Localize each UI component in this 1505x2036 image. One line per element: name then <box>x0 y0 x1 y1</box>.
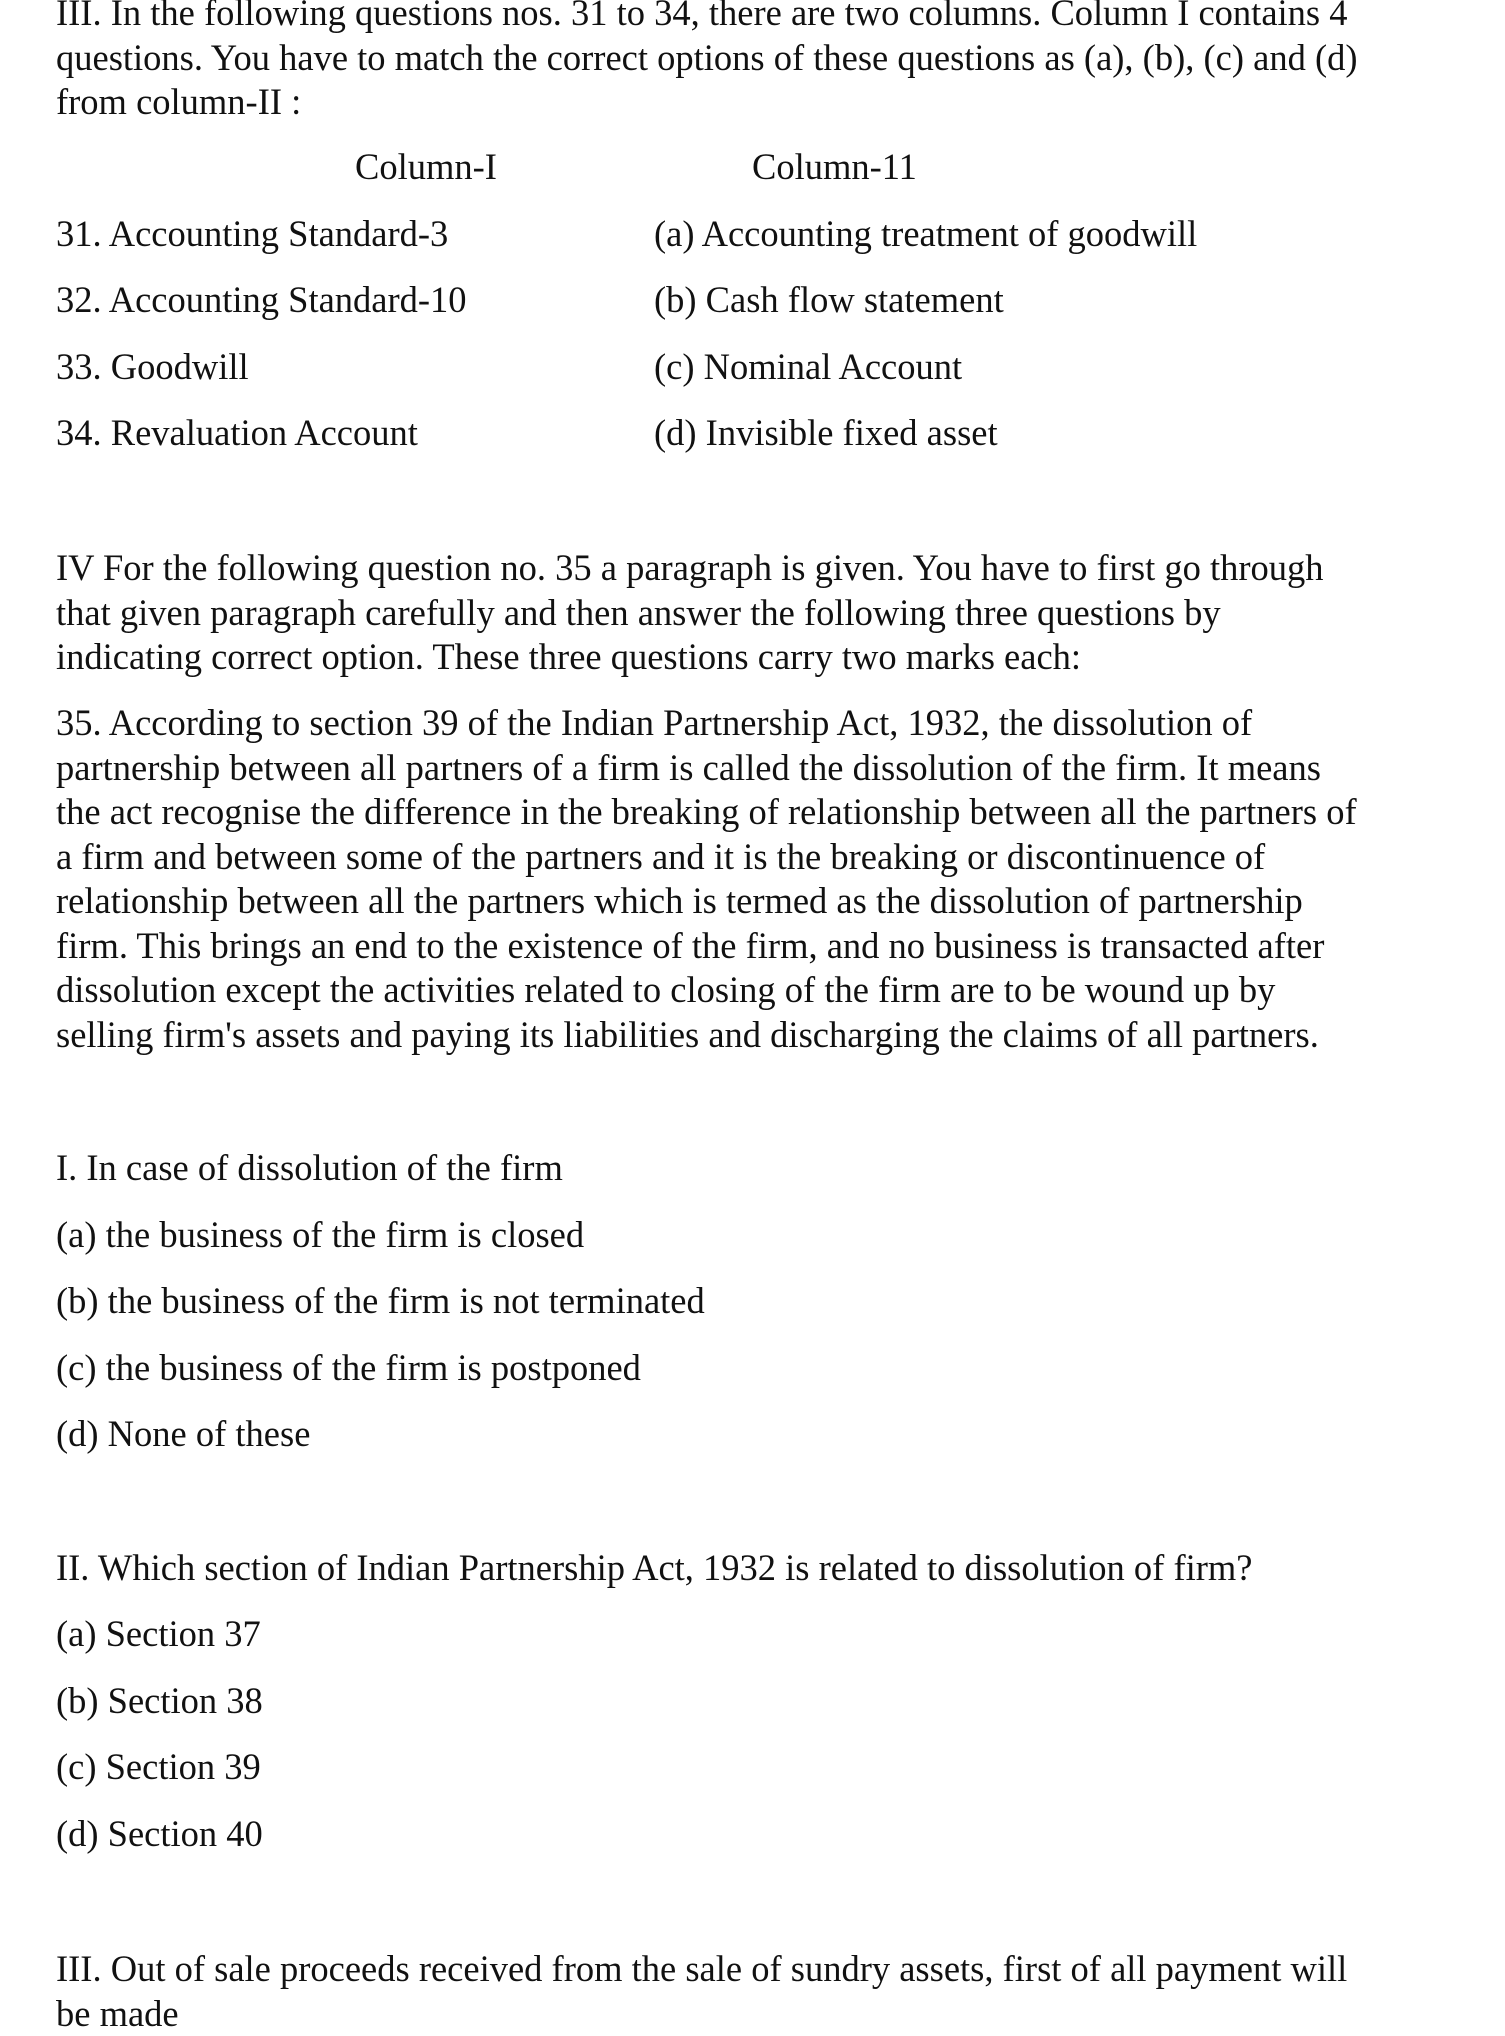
question-text-line: III. Out of sale proceeds received from the sale of sundry assets, first of all payment will <box>56 1947 1456 1992</box>
option-c: (c) Section 39 <box>56 1745 261 1790</box>
question-text-line: be made <box>56 1992 1456 2036</box>
instruction-line: III. In the following questions nos. 31 to 34, there are two columns. Column I contains 4 <box>56 0 1456 36</box>
column-i-item: 34. Revaluation Account <box>56 411 418 456</box>
passage-line: firm. This brings an end to the existence of the firm, and no business is transacted after <box>56 924 1456 969</box>
instruction-line: indicating correct option. These three questions carry two marks each: <box>56 635 1456 680</box>
option-d: (d) None of these <box>56 1412 310 1457</box>
passage-line: the act recognise the difference in the breaking of relationship between all the partners of <box>56 790 1456 835</box>
instruction-line: that given paragraph carefully and then answer the following three questions by <box>56 591 1456 636</box>
section-iv-instructions <box>56 546 1456 680</box>
option-b: (b) the business of the firm is not terminated <box>56 1279 705 1324</box>
column-ii-item: (d) Invisible fixed asset <box>654 411 998 456</box>
passage-line: 35. According to section 39 of the Indian Partnership Act, 1932, the dissolution of <box>56 701 1456 746</box>
passage-35 <box>56 701 1456 1057</box>
column-i-item: 32. Accounting Standard-10 <box>56 278 467 323</box>
column-ii-item: (c) Nominal Account <box>654 345 962 390</box>
option-d: (d) Section 40 <box>56 1812 263 1857</box>
column-ii-header: Column-11 <box>752 145 917 190</box>
passage-line: relationship between all the partners which is termed as the dissolution of partnership <box>56 879 1456 924</box>
instruction-line: IV For the following question no. 35 a paragraph is given. You have to first go through <box>56 546 1456 591</box>
column-i-item: 33. Goodwill <box>56 345 249 390</box>
question-text: II. Which section of Indian Partnership Act, 1932 is related to dissolution of firm? <box>56 1546 1252 1591</box>
instruction-line: questions. You have to match the correct options of these questions as (a), (b), (c) and (d) <box>56 36 1456 81</box>
option-a: (a) the business of the firm is closed <box>56 1213 584 1258</box>
passage-line: a firm and between some of the partners and it is the breaking or discontinuence of <box>56 835 1456 880</box>
option-b: (b) Section 38 <box>56 1679 263 1724</box>
column-i-item: 31. Accounting Standard-3 <box>56 212 448 257</box>
passage-line: partnership between all partners of a firm is called the dissolution of the firm. It means <box>56 746 1456 791</box>
option-c: (c) the business of the firm is postponed <box>56 1346 641 1391</box>
option-a: (a) Section 37 <box>56 1612 261 1657</box>
instruction-line: from column-II : <box>56 80 1456 125</box>
question-iii <box>56 1947 1456 2036</box>
column-ii-item: (b) Cash flow statement <box>654 278 1004 323</box>
section-iii-instructions <box>56 0 1456 125</box>
question-text: I. In case of dissolution of the firm <box>56 1146 563 1191</box>
column-i-header: Column-I <box>355 145 497 190</box>
column-ii-item: (a) Accounting treatment of goodwill <box>654 212 1197 257</box>
passage-line: dissolution except the activities related to closing of the firm are to be wound up by <box>56 968 1456 1013</box>
passage-line: selling firm's assets and paying its liabilities and discharging the claims of all partners. <box>56 1013 1456 1058</box>
